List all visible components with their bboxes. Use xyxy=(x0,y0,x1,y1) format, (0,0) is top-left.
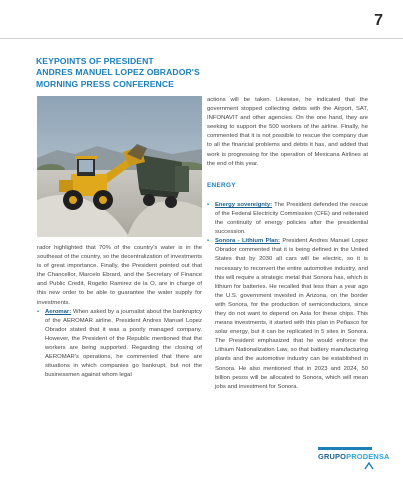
bullet-sonora-lithium xyxy=(207,237,368,392)
bullet-label: Energy sovereignty: xyxy=(215,201,273,208)
bullet-dot-icon: • xyxy=(207,238,210,245)
right-column xyxy=(207,96,368,392)
bullet-text: The President defended the rescue of the Federal Electricity Commission (CFE) and reiterated the continuity of energy policies after the presidential succession. xyxy=(215,201,368,236)
heading-line-1: KEYPOINTS OF PRESIDENT xyxy=(36,56,154,66)
logo-text xyxy=(318,452,390,461)
bullet-energy-sovereignty xyxy=(207,201,368,237)
bullet-aeromar xyxy=(37,308,202,381)
bullet-dot-icon: • xyxy=(37,308,40,315)
left-column xyxy=(37,244,202,380)
article-photo xyxy=(37,96,202,237)
logo-part-2: PRODENSA xyxy=(346,452,390,461)
logo-part-1: GRUPO xyxy=(318,452,347,461)
bullet-text: When asked by a journalist about the bankruptcy of the AEROMAR airline, President Andres Manuel Lopez Obrador stated that it was a poorly managed company. However, the President of the Republic mentioned that the workers are being supported. Regarding the closing of AEROMAR's operations, he commented that there are situations in which companies go bankrupt, but not the businessmen against whom legal xyxy=(45,308,202,379)
bullet-label: Aeromar: xyxy=(45,308,72,315)
right-paragraph: actions will be taken. Likewise, he indicated that the government stopped collecting debts with the Airport, SAT, INFONAVIT and other agencies. On the one hand, they are seeking to support the 500 workers of the airline. Finally, he commented that it is not possible to rescue the company due to all the financial problems and debts it has, and added that work is progressing for the operation of Mexicana Airlines at the end of this year. xyxy=(207,97,368,167)
bullet-text: President Andres Manuel Lopez Obrador commented that it is being defined in the United States that by 2030 all cars will be electric, so it is necessary to reconvert the entire automotive industry, and this will require a strategic metal that Sonora has, which is lithium for batteries. He recalled that less than a year ago the U.S. government invested in Arizona, on the border with Sonora, for the production of semiconductors, since they do not want to depend on Asia for these chips. This means investments, it started with this plan in Peñasco for solar energy, but it can be replicated in 5 sites in Sonora. The President emphasized that he would enforce the Lithium Nationalization Law, so that battery manufacturing plants and the automotive industry can be established in Sonora. He also mentioned that in 2023 and 2024, 50 billion pesos will be allocated to Sonora, which will mean jobs and investment for Sonora. xyxy=(215,238,368,390)
heading-line-3: MORNING PRESS CONFERENCE xyxy=(36,78,175,89)
section-title-energy: ENERGY xyxy=(207,181,236,189)
bullet-label: Sonora - Lithium Plan: xyxy=(215,238,280,245)
bullet-dot-icon: • xyxy=(207,201,210,208)
grupo-prodensa-logo xyxy=(318,447,390,471)
logo-mark-icon xyxy=(364,462,374,470)
page-number: 7 xyxy=(374,12,383,29)
logo-bar xyxy=(318,447,372,450)
heading-line-2: ANDRES MANUEL LOPEZ OBRADOR'S xyxy=(36,67,200,78)
left-paragraph: rador highlighted that 70% of the country's water is in the southeast of the country, so the decentralization of investments is of great importance. Finally, the President pointed out that the Chancellor, Marcelo Ebrard, and the Secretary of Finance and Public Credit, Rogelio Ramirez de la O, are in charge of this new order to be able to guarantee the water supply for investments. xyxy=(37,245,202,306)
article-heading xyxy=(36,56,256,90)
header-divider xyxy=(0,38,403,39)
